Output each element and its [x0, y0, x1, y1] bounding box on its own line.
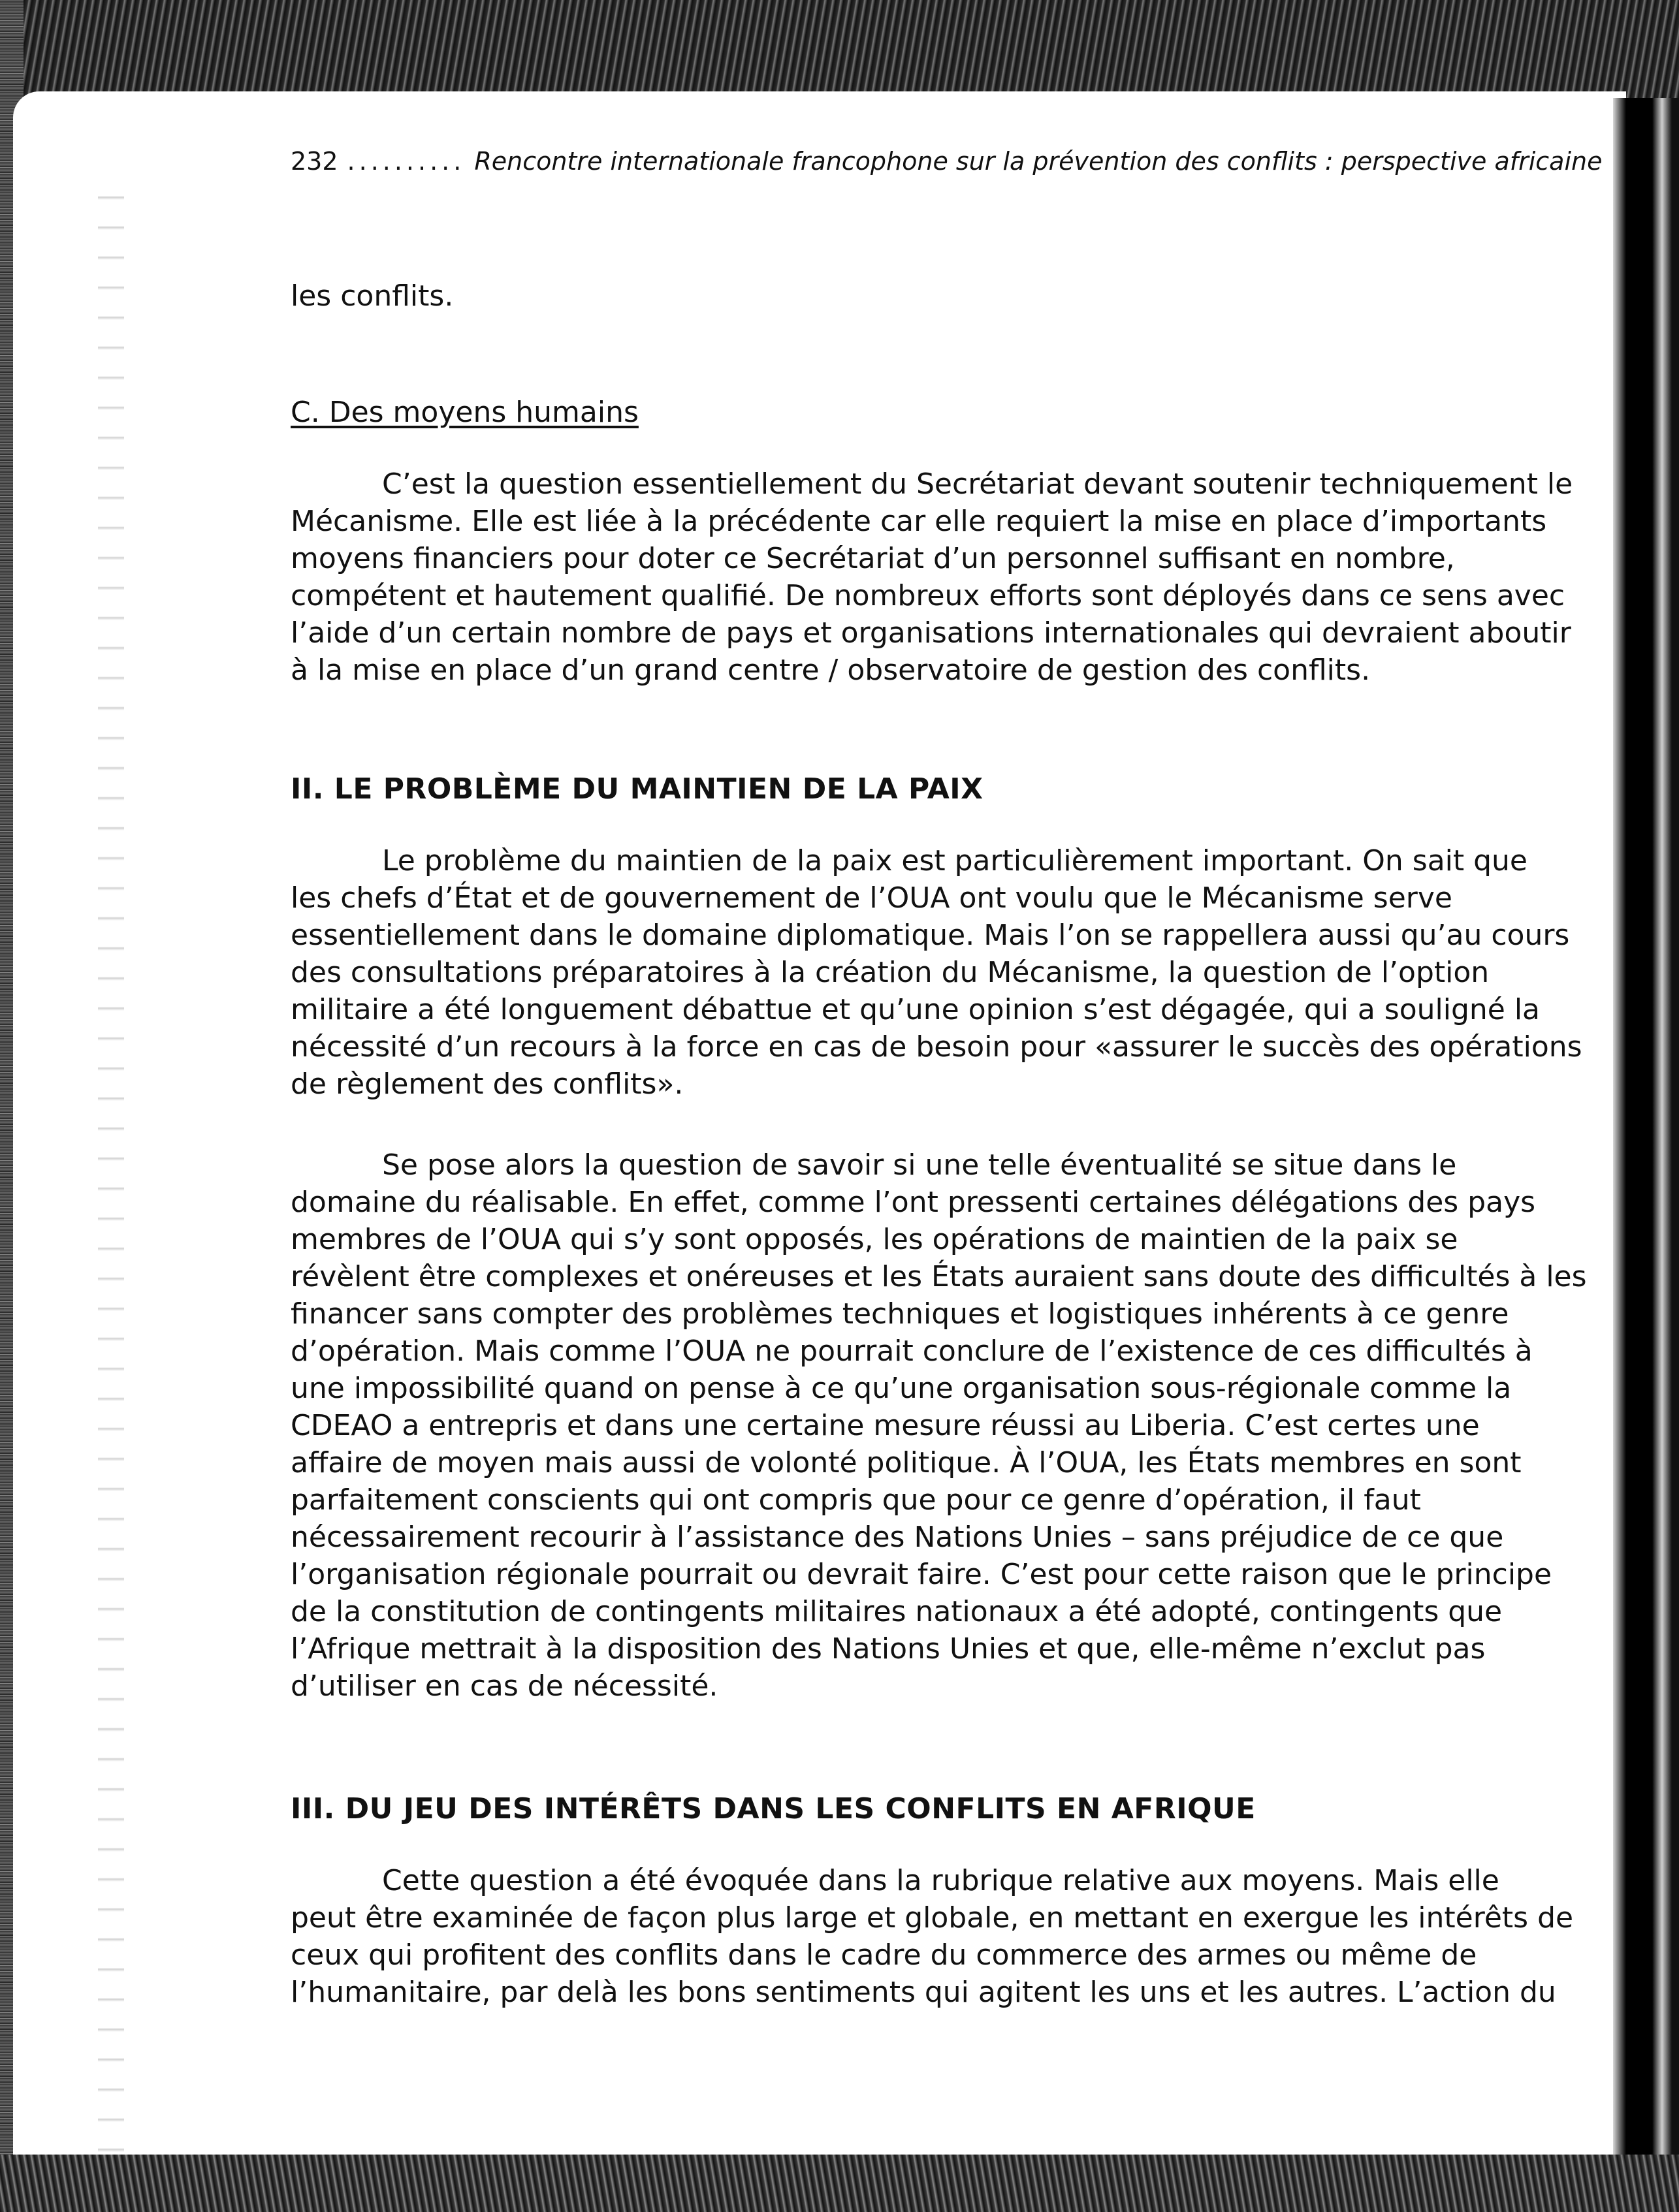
- section-ii-heading-text: II. LE PROBLÈME DU MAINTIEN DE LA PAIX: [291, 772, 983, 806]
- text-line: une impossibilité quand on pense à ce qu’une organisation sous-régionale comme la: [291, 1372, 1512, 1405]
- section-iii-heading: [291, 1790, 1590, 1827]
- text-line: militaire a été longuement débattue et qu’une opinion s’est dégagée, qui a souligné la: [291, 993, 1541, 1026]
- section-ii-paragraph-1: [291, 842, 1590, 1103]
- scan-border-top: [0, 0, 1679, 98]
- page-gutter: [98, 170, 124, 2194]
- header-leader-dots: ..........: [347, 147, 466, 176]
- section-ii-heading: [291, 770, 1590, 808]
- text-line: d’utiliser en cas de nécessité.: [291, 1669, 718, 1703]
- text-line: C’est la question essentiellement du Secrétariat devant soutenir techniquement le: [382, 467, 1573, 501]
- text-line: d’opération. Mais comme l’OUA ne pourrait conclure de l’existence de ces difficultés à: [291, 1335, 1533, 1368]
- text-line: financer sans compter des problèmes techniques et logistiques inhérents à ce genre: [291, 1297, 1509, 1331]
- text-line: CDEAO a entrepris et dans une certaine mesure réussi au Liberia. C’est certes une: [291, 1409, 1480, 1442]
- text-line: Le problème du maintien de la paix est particulièrement important. On sait que: [382, 844, 1528, 877]
- text-line: affaire de moyen mais aussi de volonté politique. À l’OUA, les États membres en sont: [291, 1446, 1522, 1479]
- text-line: membres de l’OUA qui s’y sont opposés, les opérations de maintien de la paix se: [291, 1223, 1458, 1256]
- text-line: compétent et hautement qualifié. De nombreux efforts sont déployés dans ce sens avec: [291, 579, 1565, 612]
- carryover-line: les conflits.: [291, 279, 454, 313]
- text-line: domaine du réalisable. En effet, comme l’ont pressenti certaines délégations des pays: [291, 1186, 1536, 1219]
- section-iii-paragraph-1: [291, 1862, 1590, 2011]
- text-line: révèlent être complexes et onéreuses et les États auraient sans doute des difficultés à les: [291, 1260, 1587, 1293]
- text-line: nécessairement recourir à l’assistance des Nations Unies – sans préjudice de ce que: [291, 1521, 1504, 1554]
- section-c-paragraph: [291, 466, 1590, 689]
- text-line: de règlement des conflits».: [291, 1067, 684, 1101]
- section-ii-paragraph-2: [291, 1146, 1590, 1705]
- carryover-paragraph: [291, 277, 1590, 315]
- text-line: Cette question a été évoquée dans la rubrique relative aux moyens. Mais elle: [382, 1864, 1499, 1897]
- page-edge-right: [1613, 98, 1679, 2212]
- text-line: parfaitement conscients qui ont compris que pour ce genre d’opération, il faut: [291, 1483, 1421, 1517]
- section-c-heading: [291, 394, 1590, 431]
- text-line: Se pose alors la question de savoir si une telle éventualité se situe dans le: [382, 1148, 1457, 1182]
- text-line: essentiellement dans le domaine diplomatique. Mais l’on se rappellera aussi qu’au cours: [291, 919, 1570, 952]
- scan-border-bottom: [0, 2155, 1679, 2212]
- section-iii-heading-text: III. DU JEU DES INTÉRÊTS DANS LES CONFLITS EN AFRIQUE: [291, 1792, 1256, 1825]
- text-line: l’aide d’un certain nombre de pays et organisations internationales qui devraient aboutir: [291, 616, 1571, 650]
- running-header: [291, 145, 1603, 178]
- text-line: à la mise en place d’un grand centre / observatoire de gestion des conflits.: [291, 654, 1371, 687]
- section-c-heading-text: C. Des moyens humains: [291, 396, 639, 429]
- text-line: ceux qui profitent des conflits dans le cadre du commerce des armes ou même de: [291, 1938, 1477, 1972]
- text-line: moyens financiers pour doter ce Secrétariat d’un personnel suffisant en nombre,: [291, 542, 1455, 575]
- text-line: l’humanitaire, par delà les bons sentiments qui agitent les uns et les autres. L’action du: [291, 1976, 1556, 2009]
- text-line: des consultations préparatoires à la création du Mécanisme, la question de l’option: [291, 956, 1490, 989]
- text-line: les chefs d’État et de gouvernement de l’OUA ont voulu que le Mécanisme serve: [291, 881, 1452, 915]
- page-number: 232: [291, 147, 338, 176]
- text-line: nécessité d’un recours à la force en cas de besoin pour «assurer le succès des opérations: [291, 1030, 1582, 1064]
- text-line: l’organisation régionale pourrait ou devrait faire. C’est pour cette raison que le principe: [291, 1558, 1552, 1591]
- text-line: de la constitution de contingents militaires nationaux a été adopté, contingents que: [291, 1595, 1503, 1628]
- text-line: peut être examinée de façon plus large et globale, en mettant en exergue les intérêts de: [291, 1901, 1574, 1935]
- running-title: Rencontre internationale francophone sur la prévention des conflits : perspective africaine: [474, 147, 1603, 176]
- text-line: l’Afrique mettrait à la disposition des Nations Unies et que, elle-même n’exclut pas: [291, 1632, 1486, 1666]
- text-line: Mécanisme. Elle est liée à la précédente car elle requiert la mise en place d’importants: [291, 505, 1547, 538]
